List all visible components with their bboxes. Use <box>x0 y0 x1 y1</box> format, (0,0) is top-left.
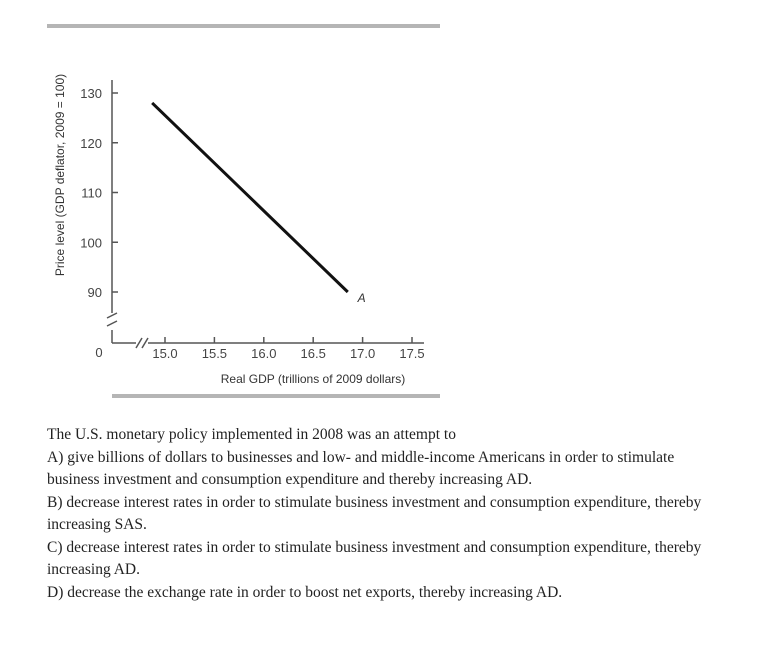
question-stem: The U.S. monetary policy implemented in 2008 was an attempt to <box>47 426 456 443</box>
option-a[interactable]: A) give billions of dollars to businesses and low- and middle-income Americans in order to stimulate business investment and consumption expenditure and thereby increasing AD. <box>47 448 675 488</box>
y-axis-title: Price level (GDP deflator, 2009 = 100) <box>53 73 67 277</box>
x-tick-label: 17.0 <box>349 346 376 361</box>
x-ticks <box>152 337 424 361</box>
x-tick-label: 16.0 <box>251 346 277 361</box>
option-d[interactable]: D) decrease the exchange rate in order to boost net exports, thereby increasing AD. <box>47 583 563 601</box>
x-axis-break-mark <box>136 338 148 348</box>
top-rule <box>47 24 440 28</box>
x-tick-label: 17.5 <box>399 346 425 361</box>
series-line-ad <box>152 103 348 292</box>
x-tick-label: 16.5 <box>300 346 326 361</box>
y-tick-label: 100 <box>80 235 102 251</box>
x-tick-label: 15.5 <box>201 346 228 361</box>
point-labels <box>357 291 366 305</box>
bottom-rule <box>112 394 440 398</box>
x-axis-title: Real GDP (trillions of 2009 dollars) <box>220 372 406 386</box>
option-c[interactable]: C) decrease interest rates in order to stimulate business investment and consumption expenditure, thereby increasing AD. <box>47 538 702 578</box>
y-tick-label: 110 <box>81 185 102 201</box>
x-tick-label: 15.0 <box>152 346 178 361</box>
series-layer <box>152 103 348 292</box>
question-block <box>47 424 712 604</box>
option-b[interactable]: B) decrease interest rates in order to stimulate business investment and consumption expenditure, thereby increasing SAS. <box>47 493 702 533</box>
y-tick-label: 120 <box>80 135 102 151</box>
y-axis-break-mark <box>107 313 117 326</box>
point-label: A <box>357 290 366 305</box>
x-origin-label: 0 <box>95 345 103 360</box>
y-tick-label: 130 <box>80 86 102 101</box>
y-tick-label: 90 <box>87 285 102 300</box>
